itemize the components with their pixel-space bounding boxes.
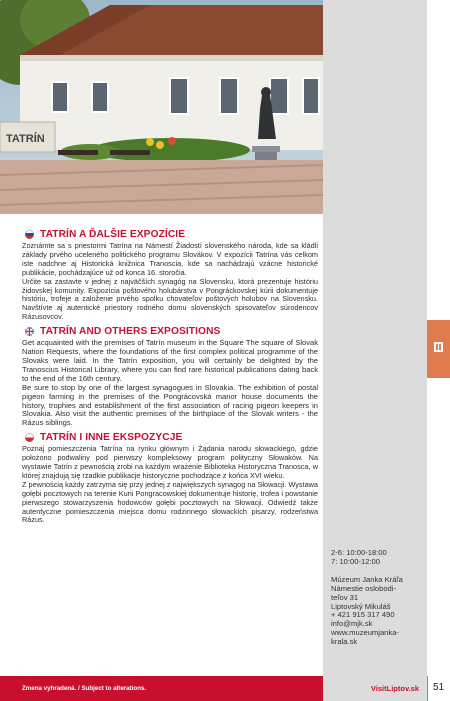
address-line-2: teľov 31 [331, 592, 359, 602]
museum-icon [433, 340, 444, 354]
section-heading [22, 227, 318, 241]
opening-hours-sunday: 7: 10:00-12:00 [331, 556, 380, 566]
website-link-line-2[interactable]: krala.sk [331, 637, 358, 647]
section-heading [22, 324, 318, 338]
contact-info [331, 549, 427, 647]
section-text: Get acquainted with the premises of Tatrín museum in the Square The square of Slovak Nation Requests, where the foundations of the first complex political programme of the Slovaks were laid. In the Tatrín exposition, you will certainly be delighted by the Tranoscius Historical Library, where you can find rare historical publications dating back to the end of the 16th century. Be sure to stop by one of the largest synagogues in Slovakia. The exhibition of postal pigeon farming in the premises of the Pongrácovská manor house documents the history, trophies and establishment of the first association of racing pigeon keepers in Slovakia. Also visit the authentic premises of the birthplace of the Slovak writers - the Rázus siblings. [22, 338, 318, 428]
section-title: TATRÍN I INNE EKSPOZYCJE [40, 431, 183, 443]
address-city: Liptovský Mikuláš [331, 601, 391, 611]
footer-notice-bar [0, 676, 323, 701]
section-title: TATRÍN A ĎALŠIE EXPOZÍCIE [40, 228, 186, 240]
section-tab-marker [427, 320, 450, 378]
section-text: Zoznámte sa s priestormi Tatrína na Námestí Žiadostí slovenského národa, kde sa kládli základy prvého uceleného politického programu Slovákov. V expozícii Tatrína vás celkom iste nadchne aj Historická knižnica Tranoscia, kde sa nachádzajú vzácne historické publikácie, pochádzajúce už od konca 16. storočia. Určite sa zastavte v jednej z najväčších synagóg na Slovensku, ktorá prezentuje históriu židovskej komunity. Expozícia poštového holubárstva v Pongráckovskej kúrii dokumentuje históriu, trofeje a založenie prvého spolku chovateľov poštových holubov na Slovensku. Navštívte aj autentické priestory rodného domu slovenských spisovateľov súrodencov Rázusovcov. [22, 241, 318, 322]
uk-flag-icon [25, 327, 34, 336]
section-slovak [22, 227, 318, 322]
footer-site-bar [323, 676, 427, 701]
building-sign-text: TATRÍN [6, 133, 45, 145]
section-title: TATRÍN AND OTHERS EXPOSITIONS [40, 325, 221, 337]
tatrin-building-photo [0, 0, 323, 214]
footer-site-link[interactable]: VisitLiptov.sk [370, 684, 419, 693]
page-number: 51 [433, 682, 445, 693]
footer-notice: Zmena vyhradená. / Subject to alterations. [22, 685, 147, 692]
email-link[interactable]: info@mjk.sk [331, 619, 373, 629]
section-text: Poznaj pomieszczenia Tatrína na rynku głównym i Żądania narodu słowackiego, gdzie położono podwaliny pod pierwszy kompleksowy program polityczny Słowaków. Na wystawie Tatrín z pewnością zrobi na każdym wrażenie Biblioteka Historyczna Tranosca, w której znajdują się rzadkie publikacje historyczne pochodzące z końca XVI wieku. Z pewnością każdy zatrzyma się przy jednej z największych synagog na Słowacji. Wystawa gołębi pocztowych na terenie Kurii Pongracowskiej dokumentuje historię, trofea i powstanie pierwszego stowarzyszenia hodowców gołębi pocztowych na Słowacji. Odwiedź także autentyczne pomieszczenia miejsca domu rodzinnego słowackich pisarzy, rodzeństwa Rázus. [22, 444, 318, 525]
website-link-line-1[interactable]: www.muzeumjanka- [331, 628, 399, 638]
address-line-1: Námestie oslobodi- [331, 583, 396, 593]
opening-hours-weekdays: 2-6: 10:00-18:00 [331, 548, 387, 557]
article-body [22, 227, 318, 527]
section-polish [22, 430, 318, 525]
section-english [22, 324, 318, 428]
organization-name: Múzeum Janka Kráľa [331, 574, 403, 584]
phone-number[interactable]: + 421 915 317 490 [331, 610, 395, 620]
section-heading [22, 430, 318, 444]
slovak-flag-icon [25, 230, 34, 239]
page-number-box [427, 676, 450, 701]
polish-flag-icon [25, 433, 34, 442]
